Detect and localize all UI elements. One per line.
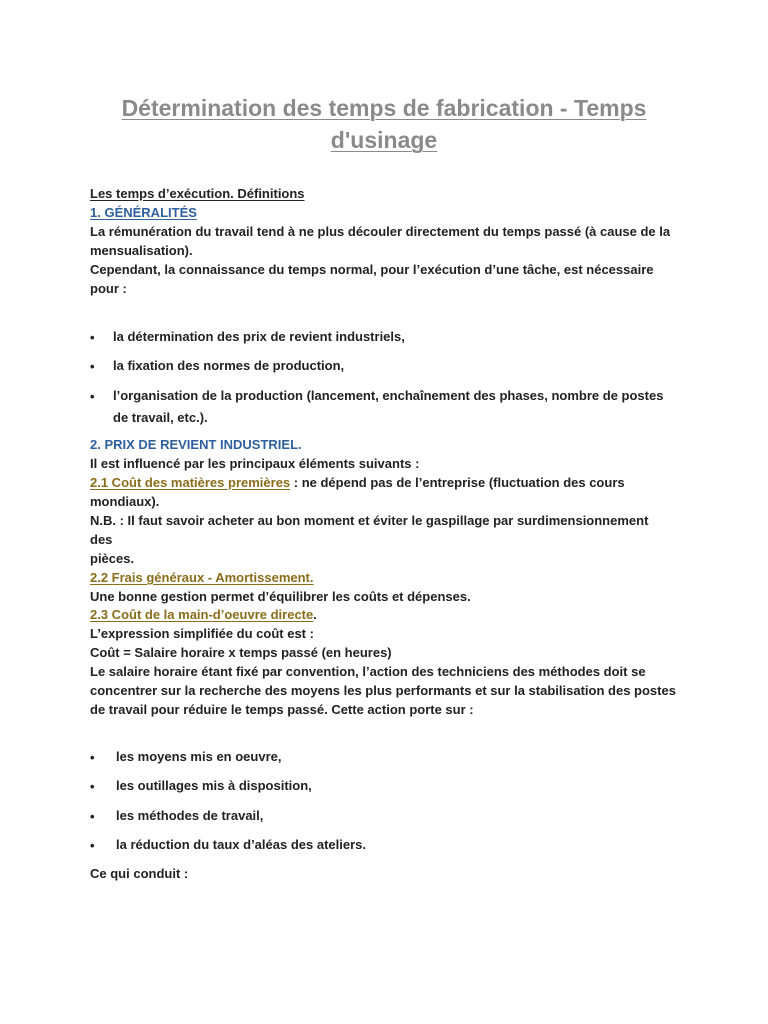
subtitle: Les temps d’exécution. Définitions	[90, 186, 305, 201]
list-item: les outillages mis à disposition,	[116, 778, 312, 793]
bullet-marker: •	[90, 838, 95, 853]
section-1-heading: 1. GÉNÉRALITÉS	[90, 205, 197, 220]
list-item: l’organisation de la production (lancement, enchaînement des phases, nombre de postes	[113, 388, 664, 403]
bullet-marker: •	[90, 809, 95, 824]
subsection-2-3	[90, 605, 690, 624]
section-2-intro: Il est influencé par les principaux éléments suivants :	[90, 456, 420, 471]
subsection-2-1-text-line-2: mondiaux).	[90, 494, 160, 509]
bullet-marker: •	[90, 750, 95, 765]
list-item: la fixation des normes de production,	[113, 358, 345, 373]
subsection-2-2-heading: 2.2 Frais généraux - Amortissement.	[90, 570, 314, 585]
paragraph-3-line-1: Le salaire horaire étant fixé par convention, l’action des techniciens des méthodes doit se	[90, 664, 646, 679]
paragraph-2-line-1: Cependant, la connaissance du temps normal, pour l’exécution d’une tâche, est nécessaire	[90, 262, 654, 277]
list-item-continuation: de travail, etc.).	[113, 410, 208, 425]
paragraph-2-line-2: pour :	[90, 281, 127, 296]
expression-line-1: L’expression simplifiée du coût est :	[90, 626, 314, 641]
list-item: les méthodes de travail,	[116, 808, 264, 823]
subsection-2-1	[90, 473, 690, 492]
list-item: la réduction du taux d’aléas des ateliers.	[116, 837, 366, 852]
nb-line-2: des	[90, 532, 113, 547]
title-line-1: Détermination des temps de fabrication - Temps	[121, 95, 647, 121]
expression-line-2: Coût = Salaire horaire x temps passé (en heures)	[90, 645, 392, 660]
paragraph-3-line-2: concentrer sur la recherche des moyens les plus performants et sur la stabilisation des postes	[90, 683, 676, 698]
bullet-marker: •	[90, 330, 95, 345]
bullet-marker: •	[90, 359, 95, 374]
subsection-2-2-text: Une bonne gestion permet d’équilibrer les coûts et dépenses.	[90, 589, 471, 604]
paragraph-3-line-3: de travail pour réduire le temps passé. Cette action porte sur :	[90, 702, 474, 717]
bullet-marker: •	[90, 389, 95, 404]
title-line-2: d'usinage	[330, 127, 438, 153]
list-item: la détermination des prix de revient industriels,	[113, 329, 405, 344]
nb-line-3: pièces.	[90, 551, 135, 566]
document-title	[60, 92, 708, 156]
list-item: les moyens mis en oeuvre,	[116, 749, 282, 764]
subsection-2-3-heading: 2.3 Coût de la main-d’oeuvre directe	[90, 607, 314, 622]
nb-line-1: N.B. : Il faut savoir acheter au bon moment et éviter le gaspillage par surdimensionnement	[90, 513, 649, 528]
paragraph-1-line-1: La rémunération du travail tend à ne plus découler directement du temps passé (à cause de la	[90, 224, 671, 239]
subsection-2-1-heading: 2.1 Coût des matières premières	[90, 475, 291, 490]
subsection-2-1-text: : ne dépend pas de l’entreprise (fluctuation des cours	[290, 475, 625, 490]
section-2-heading: 2. PRIX DE REVIENT INDUSTRIEL.	[90, 437, 302, 452]
closing-line: Ce qui conduit :	[90, 866, 189, 881]
paragraph-1-line-2: mensualisation).	[90, 243, 193, 258]
bullet-marker: •	[90, 779, 95, 794]
subsection-2-3-dot: .	[313, 607, 317, 622]
